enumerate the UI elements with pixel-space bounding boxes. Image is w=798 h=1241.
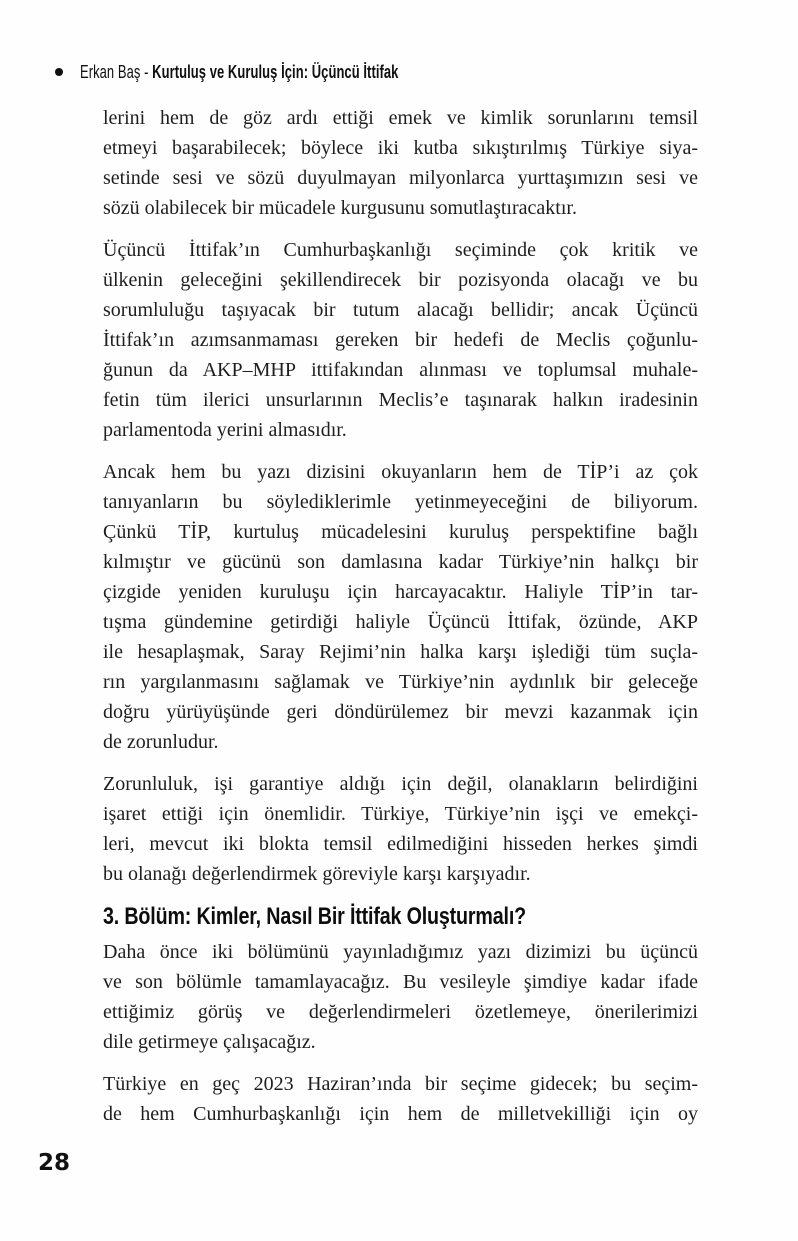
text-line: Çünkü TİP, kurtuluş mücadelesini kuruluş perspektifine bağlı [103,521,698,543]
paragraph [103,457,698,757]
section-heading-text: 3. Bölüm: Kimler, Nasıl Bir İttifak Oluşturmalı? [103,903,527,930]
paragraph [103,235,698,445]
text-line: sorumluluğu taşıyacak bir tutum alacağı bellidir; ancak Üçüncü [103,299,698,321]
paragraph [103,1069,698,1129]
text-line: ile hesaplaşmak, Saray Rejimi’nin halka karşı işlediği tüm suçla- [103,641,698,663]
text-line: rın yargılanmasını sağlamak ve Türkiye’nin aydınlık bir geleceğe [103,671,698,693]
text-line: Zorunluluk, işi garantiye aldığı için değil, olanakların belirdiğini [103,773,698,795]
text-line: ülkenin geleceğini şekillendirecek bir pozisyonda olacağı ve bu [103,269,698,291]
paragraph [103,769,698,889]
text-line: etmeyi başarabilecek; böylece iki kutba sıkıştırılmış Türkiye siya- [103,137,698,159]
text-line: Türkiye en geç 2023 Haziran’ında bir seçime gidecek; bu seçim- [103,1073,698,1095]
text-line: İttifak’ın azımsanmaması gereken bir hedefi de Meclis çoğunlu- [103,329,698,351]
text-line: sözü olabilecek bir mücadele kurgusunu somutlaştıracaktır. [103,197,577,219]
text-line: ettiğimiz görüş ve değerlendirmeleri özetlemeye, önerilerimizi [103,1001,698,1023]
text-line: parlamentoda yerini almasıdır. [103,419,347,441]
book-title: Kurtuluş ve Kuruluş İçin: Üçüncü İttifak [152,62,399,82]
text-line: çizgide yeniden kuruluşu için harcayacaktır. Haliyle TİP’in tar- [103,581,698,603]
text-line: kılmıştır ve gücünü son damlasına kadar Türkiye’nin halkçı bir [103,551,698,573]
paragraph [103,937,698,1057]
text-line: dile getirmeye çalışacağız. [103,1031,316,1053]
bullet-icon [55,68,63,76]
text-line: bu olanağı değerlendirmek göreviyle karşı karşıyadır. [103,863,531,885]
text-line: setinde sesi ve sözü duyulmayan milyonlarca yurttaşımızın sesi ve [103,167,698,189]
text-line: fetin tüm ilerici unsurlarının Meclis’e taşınarak halkın iradesinin [103,389,698,411]
text-line: tanıyanların bu söylediklerimle yetinmeyeceğini de biliyorum. [103,491,698,513]
author-name: Erkan Baş - [80,62,153,82]
page-number: 28 [38,1150,71,1176]
section-heading [103,901,698,933]
text-line: Daha önce iki bölümünü yayınladığımız yazı dizimizi bu üçüncü [103,941,698,963]
running-header-text [80,61,398,83]
text-line: de zorunludur. [103,731,219,753]
text-line: ğunun da AKP–MHP ittifakından alınması ve toplumsal muhale- [103,359,698,381]
text-line: doğru yürüyüşünde geri döndürülemez bir mevzi kazanmak için [103,701,698,723]
text-line: Ancak hem bu yazı dizisini okuyanların hem de TİP’i az çok [103,461,698,483]
text-line: lerini hem de göz ardı ettiği emek ve kimlik sorunlarını temsil [103,107,698,129]
paragraph [103,103,698,223]
text-line: ve son bölümle tamamlayacağız. Bu vesileyle şimdiye kadar ifade [103,971,698,993]
text-line: Üçüncü İttifak’ın Cumhurbaşkanlığı seçiminde çok kritik ve [103,239,698,261]
text-line: işaret ettiği için önemlidir. Türkiye, Türkiye’nin işçi ve emekçi- [103,803,698,825]
text-line: tışma gündemine getirdiği haliyle Üçüncü İttifak, özünde, AKP [103,611,698,633]
text-body [103,103,698,1141]
text-line: de hem Cumhurbaşkanlığı için hem de milletvekilliği için oy [103,1103,698,1125]
text-line: leri, mevcut iki blokta temsil edilmediğini hisseden herkes şimdi [103,833,698,855]
running-header [55,61,522,83]
